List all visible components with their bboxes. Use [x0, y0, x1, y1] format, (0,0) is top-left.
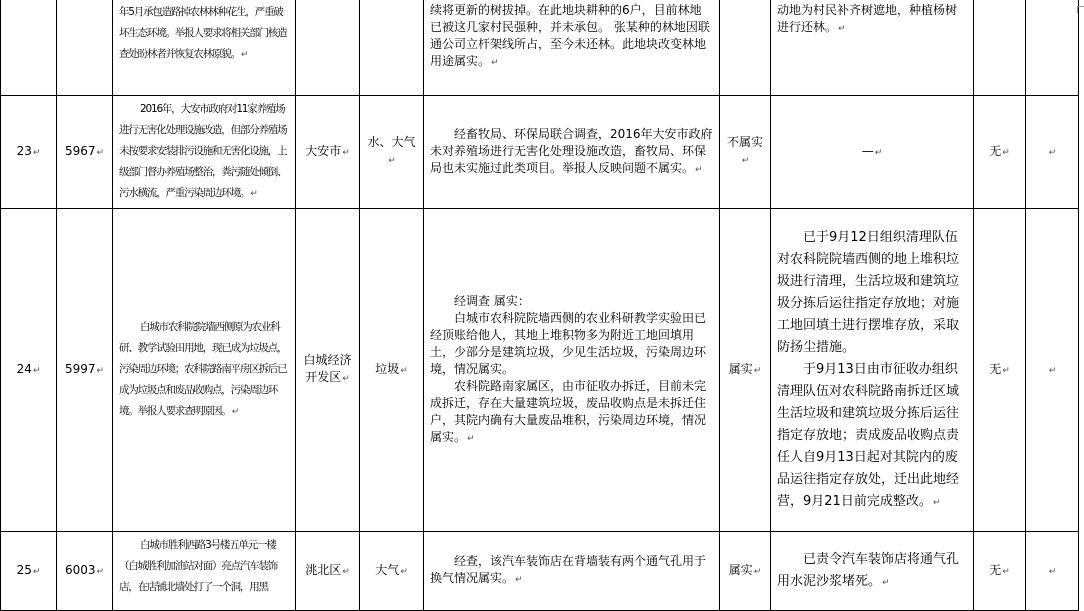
cell-id: 5967↵: [57, 96, 113, 209]
cell-no: 23↵: [1, 96, 57, 209]
cell-type: 水、大气↵: [360, 96, 424, 209]
cell-note: ↵: [1026, 209, 1079, 532]
cell-note: [1026, 0, 1079, 96]
cell-region: 大安市↵: [296, 96, 360, 209]
page-margin-marker: [1077, 6, 1084, 13]
cell-accountability: 无↵: [974, 532, 1026, 611]
cell-complaint: 白城市农科院院墙西侧原为农业科研、教学试验田用地，现已成为垃圾点，污染周边环境；农科院路南平房区拆后已成为垃圾点和废品收购点，污染周边环境。举报人要求查明原因。↵: [113, 209, 296, 532]
cell-id: [57, 0, 113, 96]
handling-paragraph: 已于9月12日组织清理队伍对农科院院墙西侧的地上堆积垃圾进行清理，生活垃圾和建筑垃圾分拣后运往指定存放地；对施工地回填土进行摆堆存放，采取防扬尘措施。: [777, 229, 960, 355]
cell-handling: 已责令汽车装饰店将通气孔用水泥沙浆堵死。↵: [771, 532, 974, 611]
cell-id: 6003↵: [57, 532, 113, 611]
cell-no: 24↵: [1, 209, 57, 532]
handling-paragraph: 于9月13日由市征收办组织清理队伍对农科院路南拆迁区域生活垃圾和建筑垃圾分拣后运往指定存放地；责成废品收购点责任人自9月13日起对其院内的废品运往指定存放处，迁出此地经营，9月21日前完成整改。↵: [777, 361, 960, 509]
cell-type: [360, 0, 424, 96]
cell-investigation: 经查，该汽车装饰店在背墙装有两个通气孔用于换气情况属实。↵: [424, 532, 720, 611]
cell-verdict: [720, 0, 771, 96]
cell-accountability: 无↵: [974, 209, 1026, 532]
cell-investigation: 续将更新的树拔掉。在此地块耕种的6户，目前林地已被这几家村民强种，并未承包。 张某种的林地因联通公司立杆架线所占，至今未还林。此地块改变林地用途属实。↵: [424, 0, 720, 96]
investigation-heading: 经调查 属实：: [454, 293, 530, 308]
cell-verdict: 属实↵: [720, 532, 771, 611]
cell-note: ↵: [1026, 96, 1079, 209]
table-row: [1, 96, 1079, 209]
cell-region: 白城经济开发区↵: [296, 209, 360, 532]
cell-note: ↵: [1026, 532, 1079, 611]
cell-investigation: 经畜牧局、环保局联合调查，2016年大安市政府未对养殖场进行无害化处理设施改造，畜牧局、环保局也未实施过此类项目。举报人反映问题不属实。↵: [424, 96, 720, 209]
cell-verdict: 不属实↵: [720, 96, 771, 209]
cell-complaint: 年5月承包造路掉农林林种花生，严重破坏生态环境。举报人要求将相关部门核造查处盼林者并恢复农林原貌。↵: [113, 0, 296, 96]
cell-no: 25↵: [1, 532, 57, 611]
cell-accountability: [974, 0, 1026, 96]
cell-region: 洮北区↵: [296, 532, 360, 611]
cell-type: 垃圾↵: [360, 209, 424, 532]
table-row: [1, 532, 1079, 611]
cell-id: 5997↵: [57, 209, 113, 532]
cell-region: [296, 0, 360, 96]
cell-verdict: 属实↵: [720, 209, 771, 532]
cell-accountability: 无↵: [974, 96, 1026, 209]
cell-type: 大气↵: [360, 532, 424, 611]
table-row: [1, 209, 1079, 532]
cell-complaint: 白城市胜利西路3号楼五单元一楼（白城胜利加油站对面）亮点汽车装饰店，在店铺北墙处打了一个洞，用黑: [113, 532, 296, 611]
cell-complaint: 2016年，大安市政府对11家养殖场进行无害化处理设施改造，但部分养殖场未按要求安装排污设施和无害化设施，上级部门督办养殖场整治，粪污随处倾倒、污水横流，严重污染周边环境。↵: [113, 96, 296, 209]
cell-handling: [771, 209, 974, 532]
investigation-paragraph: 白城市农科院院墙西侧的农业科研教学实验田已经顶账给他人，其地上堆积物多为附近工地回填用土，少部分是建筑垃圾，少见生活垃圾，污染周边环境，情况属实。: [430, 310, 707, 376]
cell-no: [1, 0, 57, 96]
investigation-paragraph: 农科院路南家属区，由市征收办拆迁，目前未完成拆迁，存在大量建筑垃圾，废品收购点是未拆迁住户，其院内确有大量废品堆积，污染周边环境，情况属实。↵: [430, 378, 707, 444]
table-row: [1, 0, 1079, 96]
cell-investigation: [424, 209, 720, 532]
cell-handling: 动地为村民补齐树遮地，种植杨树进行还林。↵: [771, 0, 974, 96]
cell-handling: —↵: [771, 96, 974, 209]
